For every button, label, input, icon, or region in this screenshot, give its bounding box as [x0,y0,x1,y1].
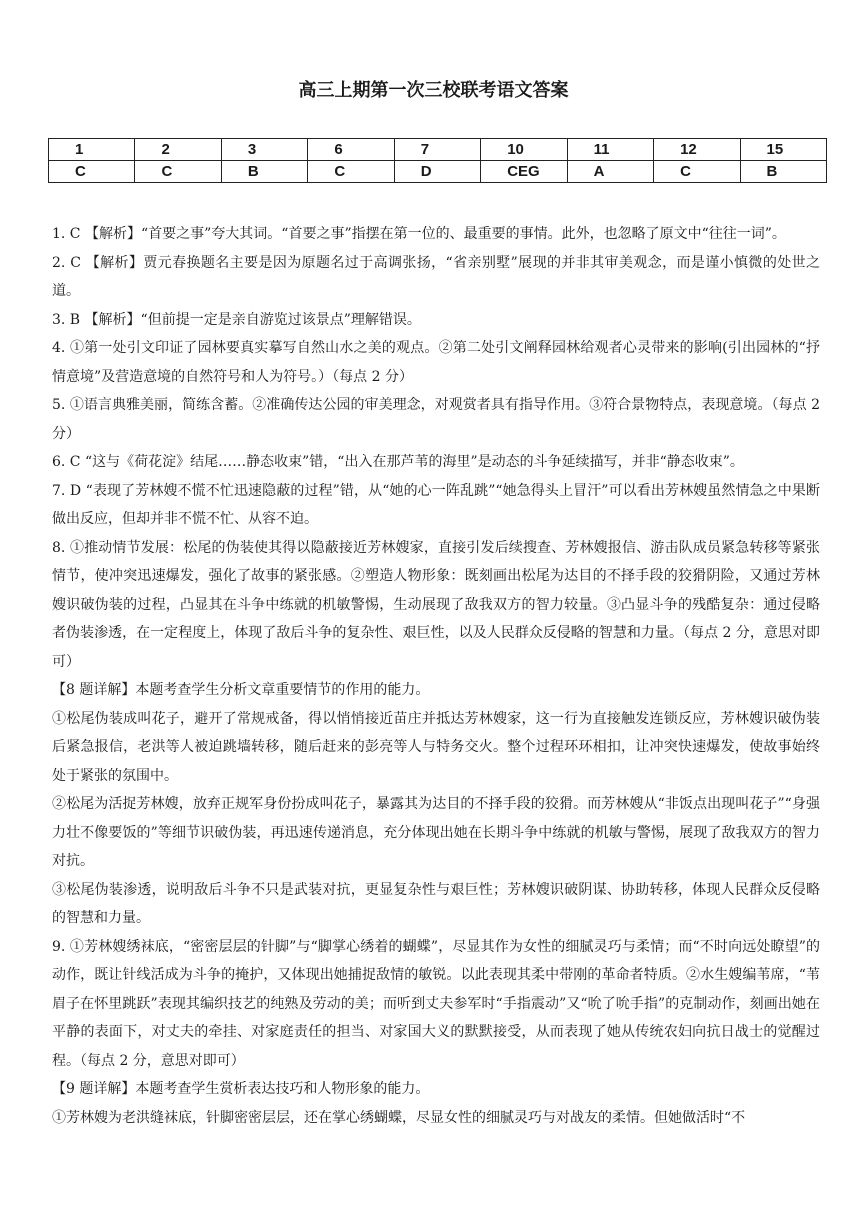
answer-cell: C [49,161,135,183]
question-8-detail-point-3: ③松尾伪装渗透，说明敌后斗争不只是武装对抗，更显复杂性与艰巨性；芳林嫂识破阴谋、协助转移，体现人民群众反侵略的智慧和力量。 [52,881,820,926]
answer-cell: B [221,161,307,183]
answer-cell: C [654,161,740,183]
question-8-detail-heading: 【8 题详解】本题考查学生分析文章重要情节的作用的能力。 [52,682,430,698]
question-number-cell: 6 [308,139,394,161]
answer-cell: D [394,161,480,183]
answer-table [48,138,827,183]
question-number-cell: 12 [654,139,740,161]
answer-2-explanation: 2. C 【解析】贾元春换题名主要是因为原题名过于高调张扬，“省亲别墅”展现的并非其审美观念，而是谨小慎微的处世之道。 [52,254,820,299]
answer-5-explanation: 5. ①语言典雅美丽，简练含蓄。②准确传达公园的审美理念，对观赏者具有指导作用。③符合景物特点，表现意境。（每点 2 分） [52,397,820,442]
answer-explanations [52,220,820,1132]
answer-cell: C [135,161,221,183]
answer-7-explanation: 7. D “表现了芳林嫂不慌不忙迅速隐蔽的过程”错，从“她的心一阵乱跳”“她急得头上冒汗”可以看出芳林嫂虽然情急之中果断做出反应，但却并非不慌不忙、从容不迫。 [52,482,820,527]
question-number-cell: 3 [221,139,307,161]
question-number-cell: 7 [394,139,480,161]
answer-8-explanation: 8. ①推动情节发展：松尾的伪装使其得以隐蔽接近芳林嫂家，直接引发后续搜查、芳林嫂报信、游击队成员紧急转移等紧张情节，使冲突迅速爆发，强化了故事的紧张感。②塑造人物形象：既刻画出松尾为达目的不择手段的狡猾阴险，又通过芳林嫂识破伪装的过程，凸显其在斗争中练就的机敏警惕，生动展现了敌我双方的智力较量。③凸显斗争的残酷复杂：通过侵略者伪装渗透，在一定程度上，体现了敌后斗争的复杂性、艰巨性，以及人民群众反侵略的智慧和力量。（每点 2 分，意思对即可） [52,539,820,670]
answer-6-explanation: 6. C “这与《荷花淀》结尾……静态收束”错，“出入在那芦苇的海里”是动态的斗争延续描写，并非“静态收束”。 [52,454,744,470]
question-9-detail-point-1: ①芳林嫂为老洪缝袜底，针脚密密层层，还在掌心绣蝴蝶，尽显女性的细腻灵巧与对战友的柔情。但她做活时“不 [52,1109,746,1126]
answer-4-explanation: 4. ①第一处引文印证了园林要真实摹写自然山水之美的观点。②第二处引文阐释园林给观者心灵带来的影响(引出园林的“抒情意境”及营造意境的自然符号和人为符号。）（每点 2 分） [52,340,820,385]
answer-3-explanation: 3. B 【解析】“但前提一定是亲自游览过该景点”理解错误。 [52,311,421,328]
question-8-detail-point-1: ①松尾伪装成叫花子，避开了常规戒备，得以悄悄接近苗庄并抵达芳林嫂家，这一行为直接触发连锁反应，芳林嫂识破伪装后紧急报信，老洪等人被迫跳墙转移，随后赶来的彭亮等人与特务交火。整个过程环环相扣，让冲突快速爆发，使故事始终处于紧张的氛围中。 [52,710,820,784]
question-number-cell: 11 [567,139,653,161]
answer-cell: CEG [481,161,567,183]
question-number-cell: 15 [740,139,827,161]
question-number-cell: 10 [481,139,567,161]
answer-9-explanation: 9. ①芳林嫂绣袜底，“密密层层的针脚”与“脚掌心绣着的蝴蝶”，尽显其作为女性的细腻灵巧与柔情；而“不时向远处瞭望”的动作，既让针线活成为斗争的掩护，又体现出她捕捉敌情的敏锐。以此表现其柔中带刚的革命者特质。②水生嫂编苇席，“苇眉子在怀里跳跃”表现其编织技艺的纯熟及劳动的美；而听到丈夫参军时“手指震动”又“吮了吮手指”的克制动作，刻画出她在平静的表面下，对丈夫的牵挂、对家庭责任的担当、对家国大义的默默接受，从而表现了她从传统农妇向抗日战士的觉醒过程。（每点 2 分，意思对即可） [52,938,820,1069]
question-number-cell: 2 [135,139,221,161]
answer-table-number-row [49,139,827,161]
question-number-cell: 1 [49,139,135,161]
page-title: 高三上期第一次三校联考语文答案 [298,80,569,101]
answer-1-explanation: 1. C 【解析】“首要之事”夸大其词。“首要之事”指摆在第一位的、最重要的事情。此外，也忽略了原文中“往往一词”。 [52,226,786,242]
question-8-detail-point-2: ②松尾为活捉芳林嫂，放弃正规军身份扮成叫花子，暴露其为达目的不择手段的狡猾。而芳林嫂从“非饭点出现叫花子”“身强力壮不像要饭的”等细节识破伪装，再迅速传递消息，充分体现出她在长期斗争中练就的机敏与警惕，展现了敌我双方的智力对抗。 [52,796,820,869]
answer-table-answer-row [49,161,827,183]
answer-cell: B [740,161,827,183]
answer-cell: A [567,161,653,183]
answer-cell: C [308,161,394,183]
question-9-detail-heading: 【9 题详解】本题考查学生赏析表达技巧和人物形象的能力。 [52,1081,430,1097]
